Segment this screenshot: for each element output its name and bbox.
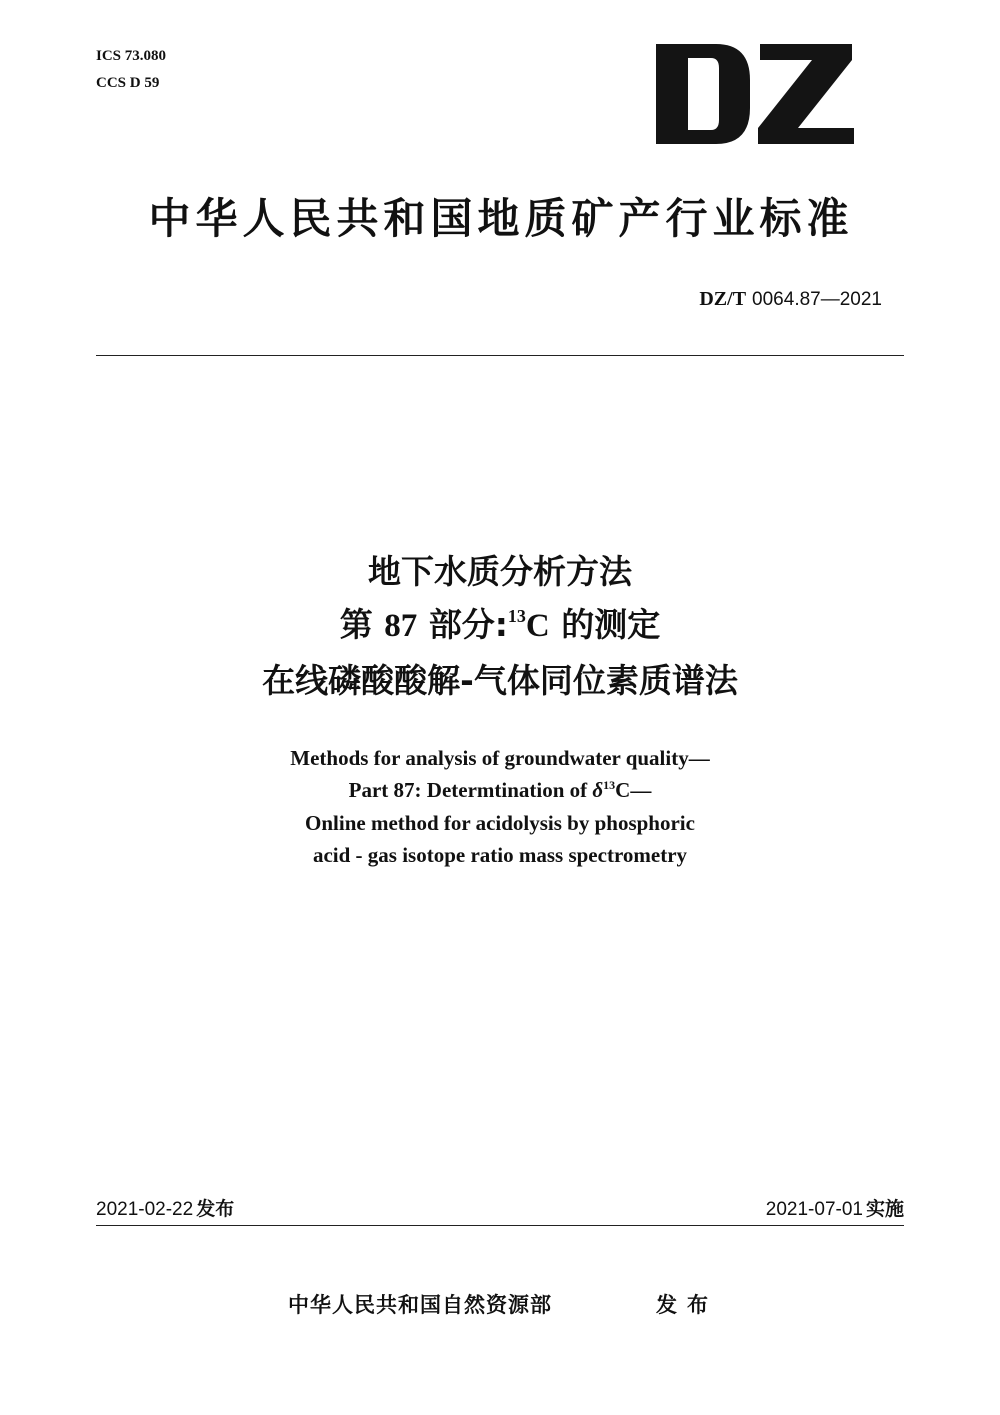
issue-date [96, 1197, 234, 1222]
english-title-line-3: Online method for acidolysis by phosphoric [305, 811, 695, 835]
chinese-title-determination: 的测定 [561, 605, 661, 644]
ics-code: ICS 73.080 [96, 48, 167, 64]
chinese-title-part-label: 第 [339, 605, 373, 644]
ccs-code: CCS D 59 [96, 75, 160, 91]
date-divider [96, 1225, 904, 1226]
standard-number-value: 0064.87—2021 [752, 289, 882, 310]
chinese-title-line-1: 地下水质分析方法 [368, 552, 632, 591]
issue-date-label: 发布 [196, 1198, 235, 1220]
implementation-date-value: 2021-07-01 [765, 1199, 863, 1220]
implementation-date [766, 1197, 904, 1222]
publish-label: 发布 [656, 1293, 718, 1317]
english-title-line-1: Methods for analysis of groundwater quality— [290, 746, 710, 770]
english-title-part: Part 87: Determtination of [348, 778, 593, 802]
delta-symbol: δ [592, 778, 604, 802]
chinese-title-part-number: 87 [384, 608, 418, 644]
issue-date-value: 2021-02-22 [96, 1199, 194, 1220]
implementation-date-label: 实施 [865, 1198, 904, 1220]
isotope-element: C [525, 608, 550, 644]
chinese-title-line-2 [0, 603, 1000, 648]
standard-prefix: DZ/T [699, 288, 747, 310]
header-divider [96, 355, 904, 356]
english-title-line-4: acid - gas isotope ratio mass spectrometry [312, 843, 688, 867]
standard-category-title: 中华人民共和国地质矿产行业标准 [148, 194, 854, 243]
publisher-name: 中华人民共和国自然资源部 [288, 1293, 552, 1317]
dz-logo [656, 44, 856, 144]
isotope-superscript: 13 [507, 606, 526, 626]
english-isotope-superscript: 13 [603, 778, 616, 792]
chinese-title-part-suffix: 部分: [428, 605, 508, 644]
chinese-title-line-3: 在线磷酸酸解-气体同位素质谱法 [262, 661, 738, 700]
standard-number [699, 287, 882, 312]
english-title-line-2 [0, 777, 1000, 803]
english-isotope-element: C— [615, 778, 652, 802]
